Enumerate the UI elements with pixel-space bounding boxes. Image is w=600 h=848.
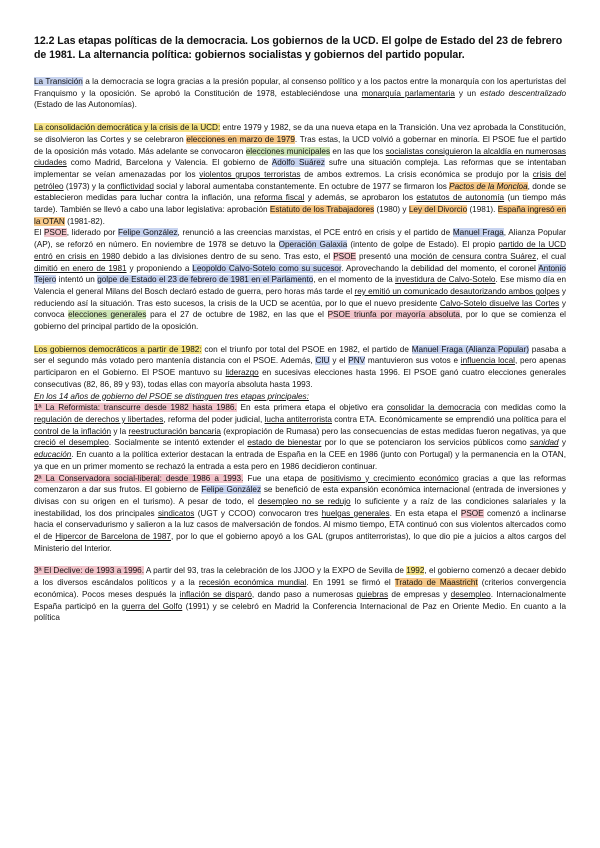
text-run: en las que los [330, 146, 386, 156]
text-run: (intento de golpe de Estado). El propio [347, 240, 499, 250]
paragraph-etapa-reformista [34, 402, 566, 472]
text-run: y la [111, 426, 129, 436]
document-title: 12.2 Las etapas políticas de la democracia. Los gobiernos de la UCD. El golpe de Estado del 23 de febrero de 1981. La alternancia política: gobiernos socialistas y gobiernos del partido popular. [34, 35, 563, 61]
highlighted-text: elecciones en marzo de 1979 [186, 134, 295, 144]
text-run: debido a las divisiones dentro de su seno. Tras esto, el [119, 251, 334, 261]
highlighted-text: desempleo no se redujo [257, 496, 351, 506]
highlighted-text: Calvo-Sotelo disuelve las Cortes [439, 298, 560, 308]
text-run: pasaba a ser el segundo más votado pero mantenía distancia con el PSOE. Además, [34, 344, 566, 366]
text-run: con el triunfo por total del PSOE en 1982, el partido de [201, 344, 412, 354]
highlighted-text: Adolfo Suárez [271, 158, 325, 168]
highlighted-text: elecciones generales [68, 310, 147, 320]
highlighted-text: Operación Galaxia [278, 240, 348, 250]
text-run: mantuvieron sus votos e [365, 356, 461, 366]
highlighted-text: violentos grupos terroristas [199, 169, 301, 179]
highlighted-text: golpe de Estado el 23 de febrero de 1981 en el Parlamento [97, 275, 314, 285]
text-run: y convoca [34, 298, 566, 320]
paragraph-etapas-intro [34, 391, 566, 403]
highlighted-text: moción de censura contra Suárez [410, 251, 537, 261]
text-run: . Tras estas, la UCD volvió a gobernar en minoría. El PSOE fue el partido de la oposición más votado. Más adelante se convocaron [34, 134, 567, 156]
highlighted-text: 2ª La Conservadora social-liberal: desde 1986 a 1993. [34, 473, 244, 483]
text-run: (expropiación de Rumasa) pero las consecuencias de estas medidas fueron negativas, ya que [220, 426, 566, 436]
highlighted-text: PSOE [460, 508, 484, 518]
text-run: . Ese mismo día en Valencia el general Milans del Bosch declaró estado de guerra, pero horas más tarde el [34, 275, 567, 296]
text-run: En esta primera etapa el objetivo era [236, 403, 387, 413]
highlighted-text: positivismo y crecimiento económico [320, 473, 459, 483]
highlighted-text: Manuel Fraga (Alianza Popular) [411, 344, 529, 354]
highlighted-text: reforma fiscal [254, 193, 305, 203]
highlighted-text: 1992 [406, 566, 425, 576]
highlighted-text: sindicatos [157, 508, 195, 518]
highlighted-text: lucha antiterrorista [264, 414, 332, 424]
text-run: (1991) y se celebró en Madrid la Conferencia Internacional de Paz en Oriente Medio. En cuanto a la política [34, 601, 567, 623]
text-run: por lo que se potenciaron los servicios públicos como [321, 438, 530, 448]
text-run: (criterios convergencia económica). Pocos meses después la [34, 578, 567, 599]
highlighted-text: estado descentralizado [480, 88, 566, 98]
text-run: como Madrid, Barcelona y Valencia. El gobierno de [66, 158, 272, 168]
highlighted-text: inflación se disparó [179, 589, 252, 599]
text-run: y el [329, 356, 349, 366]
text-run: , pero apenas participaron en el Gobierno. El PSOE mantuvo su [34, 356, 566, 378]
highlighted-text: Estatuto de los Trabajadores [269, 205, 375, 215]
text-run: (1981). [467, 205, 498, 215]
text-run: en sucesivas elecciones hasta 1996. El PSOE ganó cuatro elecciones generales consecutivas (82, 86, 89 y 93), todas ellas con mayoría absoluta hasta 1993. [34, 368, 566, 389]
highlighted-text: monarquía parlamentaria [361, 88, 455, 98]
highlighted-text: consolidar la democracia [386, 403, 481, 413]
highlighted-text: estatutos de autonomía [416, 193, 505, 203]
text-run: para el 27 de octubre de 1982, en las que el [146, 310, 328, 320]
highlighted-text: Felipe González [117, 228, 178, 238]
highlighted-text: elecciones municipales [245, 146, 331, 156]
text-run: . Socialmente se intentó extender el [108, 438, 248, 448]
text-run: , el cual [536, 251, 566, 261]
highlighted-text: recesión económica mundial [198, 578, 307, 588]
text-run: (Estado de las Autonomías). [34, 100, 137, 110]
text-run: entre 1979 y 1982, se da una nueva etapa en la Transición. Una vez aprobada la Constitución, se disolvieron las Cortes y se celebraron [34, 123, 566, 144]
text-run: y reduciendo así la situación. Tras esto sucesos, la crisis de la UCD se acentúa, por lo que el nuevo presidente [34, 286, 566, 308]
highlighted-text: partido de la UCD entró en crisis en 1980 [34, 240, 567, 261]
text-run: con medidas como la [480, 403, 567, 413]
text-run: , dando paso a numerosas [251, 589, 357, 599]
text-run: , el gobierno comenzó a decaer debido a los diversos escándalos políticos y a la [34, 566, 566, 588]
text-run: . En esta etapa el [389, 508, 461, 518]
highlighted-text: La consolidación democrática y la crisis de la UCD: [34, 123, 221, 133]
text-run: presentó una [355, 251, 411, 261]
highlighted-text: Antonio Tejero [34, 263, 566, 285]
text-run: (1981-82). [64, 216, 105, 226]
text-run: El [34, 228, 44, 238]
highlighted-text: desempleo [450, 589, 491, 599]
highlighted-text: creció el desempleo [34, 438, 109, 448]
text-run: comenzó a inclinarse hacia el conservadurismo y salieron a la luz casos de malversación de fondos. Al mismo tiempo, ETA continuó con sus violentos altercados como el de [34, 508, 567, 542]
text-run: (1980) y [374, 205, 409, 215]
text-run: , reforma del poder judicial, [163, 414, 265, 424]
text-run: (un tiempo más tarde). También se llevó a cabo una labor legislativa: aprobación [34, 193, 567, 215]
paragraph-transicion [34, 76, 566, 111]
text-run: y [558, 438, 566, 448]
text-run: , donde se establecieron medidas para luchar contra la inflación, una [34, 181, 566, 203]
paragraph-gobiernos-1982 [34, 344, 566, 391]
highlighted-text: sanidad [529, 438, 559, 448]
text-run: y además, se aprobaron los [304, 193, 417, 203]
highlighted-text: CIU [315, 356, 330, 366]
highlighted-text: Leopoldo Calvo-Sotelo como su sucesor [192, 263, 342, 273]
highlighted-text: España ingresó en la OTAN [34, 205, 567, 226]
highlighted-text: Hipercor de Barcelona de 1987 [55, 532, 171, 542]
text-run: lo suficiente y a raíz de las condiciones salariales y la inestabilidad, los dos principales [34, 496, 566, 518]
text-run: , renunció a las creencias marxistas, el PCE entró en crisis y el partido de [177, 228, 453, 238]
highlighted-text: huelgas generales [321, 508, 390, 518]
text-run: , liderado por [66, 228, 118, 238]
highlighted-text: Manuel Fraga [452, 228, 504, 238]
highlighted-text: crisis del petróleo [34, 169, 566, 191]
highlighted-text: Felipe González [201, 485, 262, 495]
highlighted-text: reestructuración bancaria [128, 426, 221, 436]
highlighted-text: conflictividad [107, 181, 154, 191]
highlighted-text: PSOE [43, 228, 67, 238]
text-run: . En 1991 se firmó el [306, 578, 395, 588]
highlighted-text: educación [34, 450, 72, 460]
highlighted-text: 1ª La Reformista: transcurre desde 1982 hasta 1986. [34, 403, 237, 413]
highlighted-text: investidura de Calvo-Sotelo [395, 275, 496, 285]
highlighted-text: socialistas consiguieron la alcaldía en numerosas ciudades [34, 146, 566, 168]
highlighted-text: PNV [348, 356, 366, 366]
text-run: social y laboral aumentaba constantemente. En octubre de 1977 se firmaron los [153, 181, 450, 191]
paragraph-etapa-conservadora [34, 473, 566, 555]
text-run: a la democracia se logra gracias a la presión popular, al consenso político y a los pactos entre la monarquía con los aperturistas del Franquismo y la oposición. Se aprobó la Constitución de 1978, estableciéndose una [34, 77, 566, 98]
highlighted-text: rey emitió un comunicado desautorizando ambos golpes [354, 286, 560, 296]
paragraph-consolidacion [34, 122, 566, 227]
highlighted-text: En los 14 años de gobierno del PSOE se distinguen tres etapas principales: [34, 391, 309, 401]
highlighted-text: influencia local [460, 356, 515, 366]
text-run: , por lo que el gobierno apoyó a los GAL (grupos antiterroristas), lo que dio pie a juicios a altos cargos del Ministerio del Interior. [34, 532, 566, 553]
highlighted-text: dimitió en enero de 1981 [34, 263, 127, 273]
highlighted-text: control de la inflación [34, 426, 112, 436]
text-run: gracias a que las reformas comenzaron a dar sus frutos. El gobierno de [34, 473, 566, 495]
text-run: sufre una situación compleja. Las reformas que se intentaban implementar se veían amenazadas por los [34, 158, 566, 179]
highlighted-text: PSOE triunfa por mayoría absoluta [327, 310, 460, 320]
text-run: de empresas y [388, 589, 451, 599]
text-run: . Aprovechando la debilidad del momento, el coronel [341, 263, 539, 273]
highlighted-text: La Transición [34, 77, 83, 86]
highlighted-text: quiebras [356, 589, 389, 599]
paragraph-psoe-golpe [34, 227, 566, 332]
text-run: (1973) y la [63, 181, 108, 191]
text-run: Fue una etapa de [243, 473, 321, 483]
highlighted-text: liderazgo [225, 368, 259, 378]
paragraph-etapa-declive [34, 565, 566, 624]
highlighted-text: 3ª El Declive: de 1993 a 1996. [34, 566, 145, 576]
text-run: contra ETA. Económicamente se emprendió una política para el [331, 414, 567, 424]
text-run: , Alianza Popular (AP), se reforzó en número. En noviembre de 1978 se detuvo la [34, 228, 566, 250]
text-run: intentó un [56, 275, 98, 285]
text-run: de ambos extremos. La crisis económica se produjo por la [300, 169, 533, 179]
highlighted-text: regulación de derechos y libertades [34, 414, 164, 424]
document-page [34, 34, 566, 624]
text-run: . En cuanto a la política exterior destacan la entrada de España en la CEE en 1986 (junto con Portugal) y la permanencia en la OTAN, ya que en un primer momento se rechazó la entrada a esta pero en 1986 decidieron continuar. [34, 450, 566, 471]
text-run: , por lo que se comienza el gobierno del principal partido de la oposición. [34, 310, 566, 332]
text-run: y proponiendo a [126, 263, 193, 273]
text-run: A partir del 93, tras la celebración de los JJOO y la EXPO de Sevilla de [144, 566, 407, 576]
text-run: . Internacionalmente España participó en la [34, 589, 567, 611]
highlighted-text: PSOE [333, 251, 356, 261]
highlighted-text: Pactos de la Moncloa [449, 181, 528, 191]
highlighted-text: Ley del Divorcio [408, 205, 468, 215]
highlighted-text: estado de bienestar [247, 438, 322, 448]
text-run: y un [454, 88, 481, 98]
highlighted-text: guerra del Golfo [121, 601, 183, 611]
text-run: se benefició de esta expansión económica internacional (entrada de inversiones y divisas con su origen en el turismo). A pesar de todo, el [34, 485, 567, 506]
text-run: (UGT y CCOO) convocaron tres [194, 508, 322, 518]
highlighted-text: Tratado de Maastricht [394, 578, 478, 588]
text-run: , en el momento de la [313, 275, 396, 285]
highlighted-text: Los gobiernos democráticos a partir de 1982: [34, 344, 202, 354]
